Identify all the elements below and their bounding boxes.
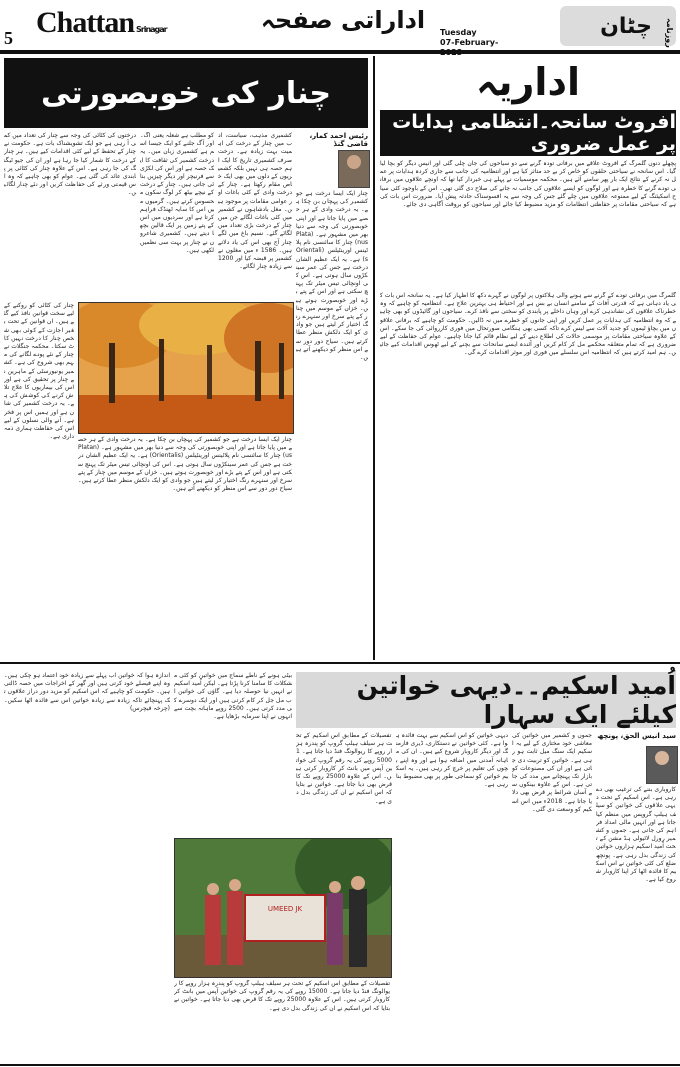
editorial-header: اداریہ	[476, 60, 580, 104]
column-divider	[373, 56, 375, 660]
masthead-rule	[0, 52, 680, 54]
banner-text: UMEED JK	[267, 905, 303, 913]
chinar-column-6: چنار ایک ایسا درخت ہے جو کشمیر کی پہچان بن چکا ہے۔ یہ درخت وادی کے ہر حصے میں پایا جاتا ہے اور اپنی خوبصورتی کی وجہ سے دنیا بھر میں مشہور ہے۔ (Platanus) چنار کا سائنسی نام پلاٹینس اورینٹیلس (Orientalis) ہے۔ یہ ایک عظیم الشان درخت ہے جس کی عمر سینکڑوں سال ہوتی ہے۔ اس کی اونچائی تیس میٹر تک پہنچ سکتی ہے اور اس کے پتے بڑے اور خوبصورت ہوتے ہیں۔ خزاں کے موسم میں چنار کے پتے سرخ اور سنہرے رنگ اختیار کر لیتے ہیں جو وادی کو ایک دلکش منظر عطا کرتے ہیں۔ سیاح دور دور سے اس منظر کو دیکھنے آتے ہیں۔	[78, 436, 292, 493]
umeed-headline: اُمید اسکیم۔۔دیہی خواتین کیلئے ایک سہارا	[296, 672, 676, 728]
editorial-body-2: گلمرگ میں برفانی تودے کے گرنے سے ہونے والی ہلاکتوں پر لوگوں نے گہرے دکھ کا اظہار کیا ہے۔ یہ سانحہ اس بات کی یاد دہانی ہے کہ قدرتی آفات کے سامنے انسان بے بس ہے اور احتیاط ہی بہترین علاج ہے۔ انتظامیہ کو چاہیے کہ وہ خطرناک علاقوں کی نشاندہی کرے اور وہاں داخلے پر پابندی کو سختی سے نافذ کرے۔ سیاحوں اور گائیڈوں کو بھی چاہیے کہ وہ انتظامیہ کی ہدایات پر عمل کریں اور اپنی جانوں کو خطرے میں نہ ڈالیں۔ حکومت کو چاہیے کہ برفانی علاقوں میں بچاؤ ٹیموں کو جدید آلات سے لیس کرے تاکہ کسی بھی ہنگامی صورتحال میں فوری کارروائی کی جا سکے۔ اس کے علاوہ سیاحتی مقامات پر موسمی حالات کی اطلاع دینے کے لیے نظام قائم کیا جانا چاہیے۔ عوام کی حفاظت کے لیے ضروری ہے کہ تمام متعلقہ محکمے مل کر کام کریں اور آئندہ ایسے سانحات سے بچنے کے لیے ٹھوس اقدامات کیے جائیں۔ ہم امید کرتے ہیں کہ انتظامیہ اس سلسلے میں فوری اور موثر اقدامات کرے گی۔	[380, 292, 676, 357]
bottom-rule	[0, 1064, 680, 1066]
umeed-column-5: بیٹی ہونے کے ناطے سماج میں خواتین کو کئی مشکلات کا سامنا کرنا پڑتا ہے۔ لیکن اُمید اسکیم نے انہیں نیا حوصلہ دیا ہے۔ گاؤں کی خواتین اب مل جل کر کام کرتی ہیں اور ایک دوسرے کی مدد کرتی ہیں۔ 2500 روپے ماہانہ بچت سے انہوں نے اپنا سرمایہ بڑھایا ہے۔	[174, 672, 292, 721]
chinar-column-3: کو مطلب ہے شعلہ یعنی آگ۔ اور آگ جلنے کو ایک جیسا اسم ہے کشمیری زبان میں۔ یہ درخت کشمیر کی ثقافت کا ایک حصہ ہے اور اس کی لکڑی سے فرنیچر اور دیگر چیزیں بنائی جاتی ہیں۔ چنار کے درخت کے نیچے بیٹھ کر لوگ سکون محسوس کرتے ہیں۔ گرمیوں میں اس کا سایہ ٹھنڈک فراہم کرتا ہے اور سردیوں میں اس کے پتے زمین پر ایک قالین بچھا دیتے ہیں۔ کشمیری شاعروں نے چنار پر بہت سی نظمیں لکھی ہیں۔	[140, 132, 214, 254]
author-photo	[338, 150, 370, 188]
issue-day: Tuesday	[440, 28, 477, 37]
umeed-column-4: تفصیلات کے مطابق اس اسکیم کے تحت ہر سیلف ہیلپ گروپ کو پندرہ ہزار روپے کا ریوالونگ فنڈ دیا جاتا ہے۔ 15000 روپے کی یہ رقم گروپ کی خواتین آپس میں بانٹ کر کاروبار کرتی ہیں۔ اس کے علاوہ 25000 روپے تک کا قرض بھی دیا جاتا ہے۔ خواتین نے بتایا کہ اس اسکیم نے ان کی زندگی بدل دی ہے۔	[296, 732, 392, 805]
chinar-column-1: چنار ایک ایسا درخت ہے جو کشمیر کی پہچان بن چکا ہے۔ یہ درخت وادی کے ہر حصے میں پایا جاتا ہے اور اپنی خوبصورتی کی وجہ سے دنیا بھر میں مشہور ہے۔ (Platanus) چنار کا سائنسی نام پلاٹینس اورینٹیلس (Orientalis) ہے۔ یہ ایک عظیم الشان درخت ہے جس کی عمر سینکڑوں سال ہوتی ہے۔ اس کی اونچائی تیس میٹر تک پہنچ سکتی ہے اور اس کے پتے بڑے اور خوبصورت ہوتے ہیں۔ خزاں کے موسم میں چنار کے پتے سرخ اور سنہرے رنگ اختیار کر لیتے ہیں جو وادی کو ایک دلکش منظر عطا کرتے ہیں۔ سیاح دور دور سے اس منظر کو دیکھنے آتے ہیں۔	[296, 190, 368, 362]
page-number: 5	[4, 28, 13, 48]
chinar-tree-photo	[78, 302, 294, 434]
chinar-byline: رئیس احمد کمار، قاضی گنڈ	[309, 132, 368, 148]
umeed-byline: سید انیس الحق، پونچھ	[597, 732, 676, 740]
umeed-column-6: تفصیلات کے مطابق اس اسکیم کے تحت ہر سیلف ہیلپ گروپ کو پندرہ ہزار روپے کا ریوالونگ فنڈ دیا جاتا ہے۔ 15000 روپے کی یہ رقم گروپ کی خواتین آپس میں بانٹ کر کاروبار کرتی ہیں۔ اس کے علاوہ 25000 روپے تک کا قرض بھی دیا جاتا ہے۔ خواتین نے بتایا کہ اس اسکیم نے ان کی زندگی بدل دی ہے۔	[174, 980, 390, 1012]
umeed-column-1: کاروباری بننے کی ترغیب بھی دے رہی ہے۔ اس اسکیم کے تحت دیہی علاقوں کی خواتین کو سیلف ہیلپ گروپس میں منظم کیا جاتا ہے اور انہیں مالی امداد فراہم کی جاتی ہے۔ جموں و کشمیر رورل لائیولی ہڈ مشن کے تحت اُمید اسکیم ہزاروں خواتین کی زندگی بدل رہی ہے۔ پونچھ ضلع کی کئی خواتین نے اس اسکیم کا فائدہ اٹھا کر اپنا کاروبار شروع کیا ہے۔	[596, 786, 676, 884]
umeed-column-2: جموں و کشمیر میں خواتین کی معاشی خود مختاری کے لیے یہ اسکیم ایک سنگ میل ثابت ہو رہی ہے۔ خواتین کو تربیت دی جاتی ہے اور ان کی مصنوعات کو بازار تک پہنچانے میں مدد کی جاتی ہے۔ اس کے علاوہ بینکوں سے آسان شرائط پر قرض بھی دلایا جاتا ہے۔ 2018ء میں اس اسکیم کو وسعت دی گئی۔	[512, 732, 592, 813]
issue-date-text: 07-February-	[440, 38, 499, 47]
section-title: اداراتی صفحہ	[260, 6, 426, 34]
umeed-column-7: اندازہ ہوا کہ خواتین اب پہلے سے زیادہ خود اعتماد ہو چکی ہیں۔ وہ اپنے فیصلے خود کرتی ہیں اور گھر کے اخراجات میں حصہ ڈالتی ہیں۔ حکومت کو چاہیے کہ اس اسکیم کو مزید دور دراز علاقوں تک پہنچائے تاکہ زیادہ سے زیادہ خواتین اس سے فائدہ اٹھا سکیں۔ (چرخہ فیچرس)	[4, 672, 170, 712]
newspaper-name-text: Chattan	[36, 6, 135, 39]
newspaper-name	[36, 6, 167, 40]
author-photo	[646, 746, 678, 784]
editorial-headline: افروٹ سانحہ۔انتظامی ہدایات پر عمل ضروری	[380, 110, 676, 156]
editorial-body-1: پچھلے دنوں گلمرگ کے افروٹ علاقے میں برفانی تودہ گرنے سے دو سیاحوں کی جان چلی گئی اور انیس دیگر کو بچا لیا گیا۔ اس سانحہ نے سیاحتی حلقوں کو خاص کر بے حد متاثر کیا ہے اور انتظامیہ کی جانب سے جاری کردہ ہدایات پر عمل نہ کرنے کے نتائج ایک بار پھر سامنے آئے ہیں۔ محکمہ موسمیات نے پہلے ہی خبردار کیا تھا کہ اونچے علاقوں میں برفانی تودے گرنے کا خطرہ ہے اور لوگوں کو ایسے علاقوں کی جانب نہ جانے کی صلاح دی گئی تھی۔ اس کے باوجود کئی سیاح اسکیئنگ کے لیے ممنوعہ علاقوں میں چلے گئے جس کی وجہ سے یہ افسوسناک حادثہ پیش آیا۔ ضرورت اس بات کی ہے کہ سیاحتی مقامات پر حفاظتی انتظامات کو مزید مضبوط کیا جائے اور سیاحوں کو بروقت آگاہی دی جائے۔	[380, 160, 676, 209]
chinar-column-5: چنار کی کٹائی کو روکنے کے لیے سخت قوانین نافذ کیے گئے ہیں۔ ان قوانین کے تحت بغیر اجازت کے کوئی بھی شخص چنار کا درخت نہیں کاٹ سکتا۔ محکمہ جنگلات نے چنار کے نئے پودے لگانے کی مہم بھی شروع کی ہے۔ کشمیر یونیورسٹی کے ماہرین نے چنار پر تحقیق کی ہے اور اس کی بیماریوں کا علاج تلاش کرنے کی کوشش کی ہے۔ یہ درخت کشمیر کی شان ہے اور ہمیں اس پر فخر ہے۔ آنے والی نسلوں کے لیے اس کی حفاظت ہماری ذمہ داری ہے۔	[4, 302, 74, 441]
logo-text: چٹان	[600, 14, 652, 39]
logo-tag: روزنامہ	[665, 18, 674, 48]
city-label: Srinagar	[136, 25, 167, 34]
chinar-column-4: درختوں کی کٹائی کی وجہ سے چنار کی تعداد میں کمی آ رہی ہے جو ایک تشویشناک بات ہے۔ حکومت نے چنار کے تحفظ کے لیے کئی اقدامات کیے ہیں۔ ہر چنار کے درخت کا شمار کیا جا رہا ہے اور ان کی جیو ٹیگنگ کی جا رہی ہے۔ اس کے علاوہ چنار کی کٹائی پر پابندی عائد کی گئی ہے۔ عوام کو بھی چاہیے کہ وہ اس قیمتی ورثے کی حفاظت کریں اور نئے چنار لگائیں۔	[4, 132, 136, 197]
chinar-column-2: کشمیری مذہب، سیاست، ادب میں چنار کے درخت کی اہمیت بہت زیادہ ہے۔ درخت صرف کشمیری تاریخ کا ایک اہم حصہ ہی نہیں بلکہ کشمیریوں کے دلوں میں بھی ایک خاص مقام رکھتا ہے۔ چنار کے درخت وادی کے کئی باغات اور عوامی مقامات پر موجود ہیں۔ مغل بادشاہوں نے کشمیر میں کئی باغات لگائے جن میں چنار کے درخت بڑی تعداد میں لگائے گئے۔ نسیم باغ میں لگے چنار آج بھی اس کی یاد دلاتے ہیں۔ 1586 ء میں مغلوں نے کشمیر پر قبضہ کیا اور 1200 سے زیادہ چنار لگائے۔	[218, 132, 292, 271]
section-separator	[0, 662, 680, 664]
chinar-headline: چنار کی خوبصورتی	[4, 58, 368, 128]
women-group-photo	[174, 838, 392, 978]
umeed-column-3: دیہی خواتین کو اس اسکیم سے بہت فائدہ ہوا ہے۔ کئی خواتین نے دستکاری، ڈیری فارمنگ اور دیگر کاروبار شروع کیے ہیں۔ ان کی ماہانہ آمدنی میں اضافہ ہوا ہے اور وہ اپنے بچوں کی تعلیم پر خرچ کر رہی ہیں۔ یہ اسکیم خواتین کو سماجی طور پر بھی مضبوط بنا رہی ہے۔	[396, 732, 508, 789]
chattan-logo	[560, 6, 676, 46]
